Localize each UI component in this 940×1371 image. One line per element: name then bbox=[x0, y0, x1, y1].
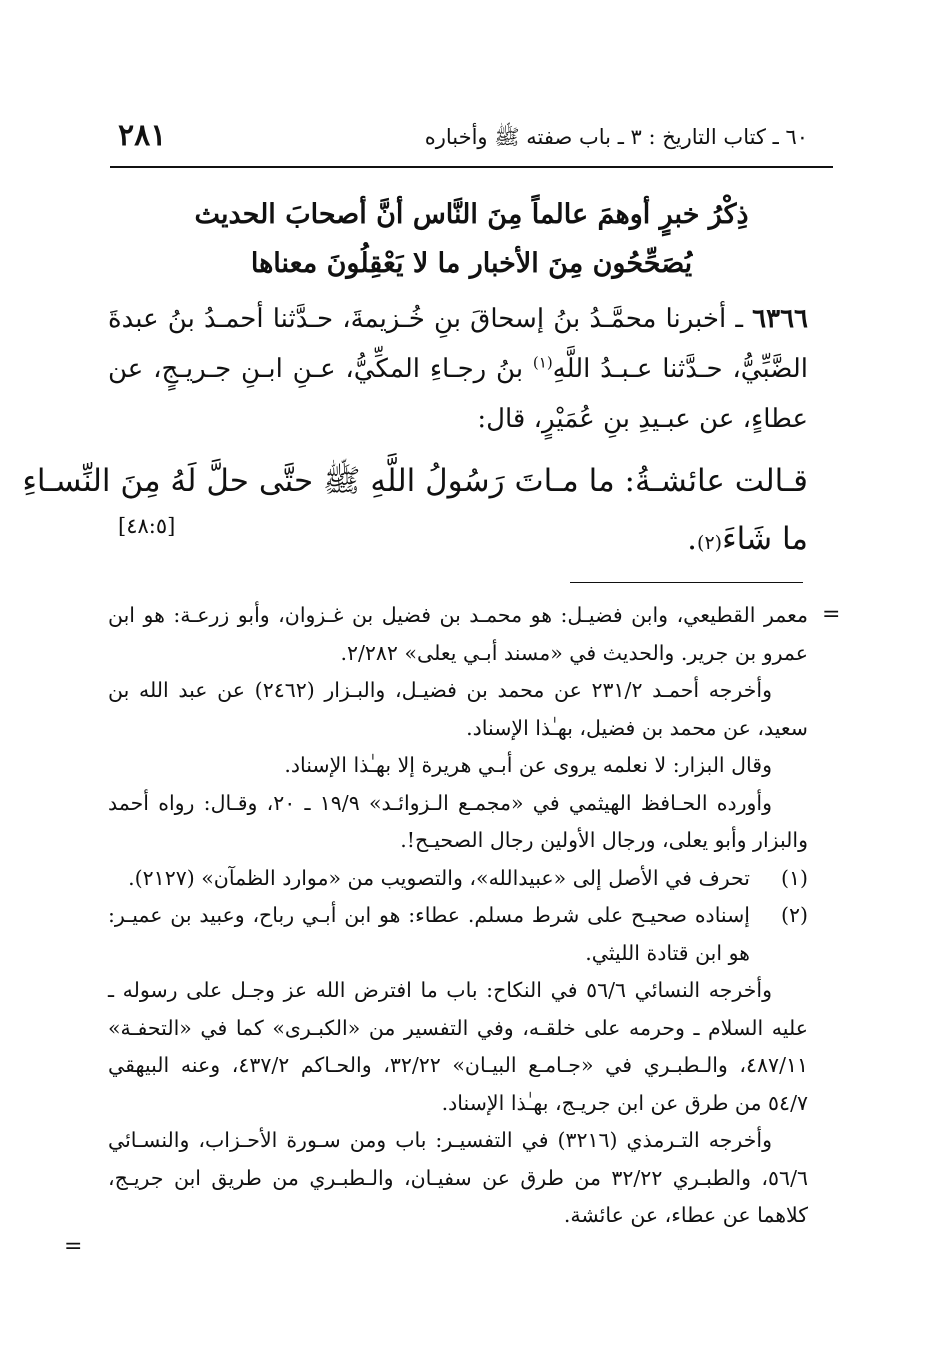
footnote-ref-2: (٢) bbox=[697, 532, 723, 554]
matn-line-2-text: ما شَاءَ bbox=[722, 521, 808, 557]
footnote-continuation-para-3: وقال البزار: لا نعلمه يروى عن أبـي هريرة إلا بهـٰذا الإسناد. bbox=[284, 753, 772, 777]
footnote-1-number: (١) bbox=[780, 865, 808, 890]
page-number: ٢٨١ bbox=[118, 118, 167, 153]
header-rule bbox=[110, 166, 833, 168]
chapter-heading-line-1: ذِكْرُ خبرٍ أوهمَ عالماً مِنَ النَّاس أنَّ أصحابَ الحديث bbox=[194, 199, 749, 230]
footnote-1-text: تحرف في الأصل إلى «عبيدالله»، والتصويب من «موارد الظمآن» (٢١٢٧). bbox=[128, 865, 750, 890]
hadith-reference: [٤٨:٥] bbox=[118, 514, 176, 538]
footnote-1 bbox=[108, 860, 808, 898]
continuation-mark: = bbox=[822, 602, 841, 627]
footnote-2-para-2: وأخرجه النسائي ٥٦/٦ في النكاح: باب ما افترض الله عز وجـل على رسوله ـ عليه السلام ـ وحرمه على خلقـه، وفي التفسير من «الكبـرى» كما في «التحفـة» ٤٨٧/١١، والـطبـري في «جـامـع البيـان» ٣٢/٢٢، والحـاكم ٤٣٧/٢، وعنه البيهقي ٥٤/٧ من طرق عن ابن جريـج، بهـٰذا الإسناد. bbox=[108, 978, 808, 1115]
footnote-2-para-3: وأخرجه التـرمذي (٣٢١٦) في التفسيـر: باب ومن سـورة الأحـزاب، والنسـائي ٥٦/٦، والطبـري ٣٢/٢٢ من طرق عن سفيـان، والـطبـري من طريق ابن جريـج، كلاهما عن عطاء، عن عائشة. bbox=[108, 1128, 808, 1227]
footnote-divider bbox=[570, 582, 803, 583]
matn-line-1: قـالت عائشـةُ: ما مـاتَ رَسُولُ اللَّهِ ﷺ حتَّى حلَّ لَهُ مِنَ النِّسـاءِ bbox=[22, 463, 808, 499]
footnote-continuation-para-2: وأخرجه أحمـد ٢٣١/٢ عن محمد بن فضيـل، والبـزار (٢٤٦٢) عن عبد الله بن سعيد، عن محمد بن فضيل، بهـٰذا الإسناد. bbox=[108, 678, 808, 740]
footnote-2-number: (٢) bbox=[780, 903, 808, 927]
matn-end: . bbox=[687, 521, 698, 557]
isnad-text-2: بنُ رجـاءِ المكِّيُّ، عـنِ ابـنِ جـريـجٍ، عن عطاءٍ، عن عبـيدِ بنِ عُمَيْرٍ، قال: bbox=[108, 354, 808, 434]
hadith-matn bbox=[22, 452, 808, 568]
footnote-ref-1: (١) bbox=[532, 353, 553, 372]
matn-line-2 bbox=[108, 510, 808, 568]
footnote-2 bbox=[108, 897, 808, 972]
footnotes bbox=[108, 597, 808, 1235]
footnote-continuation-para-4: وأورده الحـافظ الهيثمي في «مجمـع الـزوائـد» ١٩/٩ ـ ٢٠، وقـال: رواه أحمد والبزار وأبو يعلى، ورجال الأولين رجال الصحيـح!. bbox=[108, 790, 808, 852]
chapter-heading-line-2: يُصَحِّحُون مِنَ الأخبار ما لا يَعْقِلُونَ معناها bbox=[250, 248, 693, 279]
hadith-number: ٦٣٦٦ bbox=[752, 304, 808, 334]
running-head: ٦٠ ـ كتاب التاريخ : ٣ ـ باب صفته ﷺ وأخباره bbox=[424, 125, 808, 149]
footnote-2-text: إسناده صحيـح على شرط مسلم. عطاء: هو ابن أبـي رباح، وعبيد بن عميـر: هو ابن قتادة الليثي. bbox=[108, 903, 750, 965]
chapter-heading bbox=[110, 190, 833, 288]
continuation-mark-end: = bbox=[64, 1234, 83, 1259]
footnote-continuation: معمر القطيعي، وابن فضيـل: هو محمـد بن فضيل بن غـزوان، وأبو زرعـة: هو ابن عمرو بن جرير. والحديث في «مسند أبـي يعلى» ٢/٢٨٢. bbox=[108, 603, 808, 665]
isnad-text-1: ـ أخبرنا محمَّـدُ بنُ إسحاقَ بنِ خُـزيمةَ، حـدَّثنا أحمـدُ بنُ عبدةَ الضَّبِّيُّ، حـدَّثنا عـبـدُ اللَّهِ bbox=[108, 304, 808, 384]
hadith-isnad bbox=[108, 294, 808, 444]
